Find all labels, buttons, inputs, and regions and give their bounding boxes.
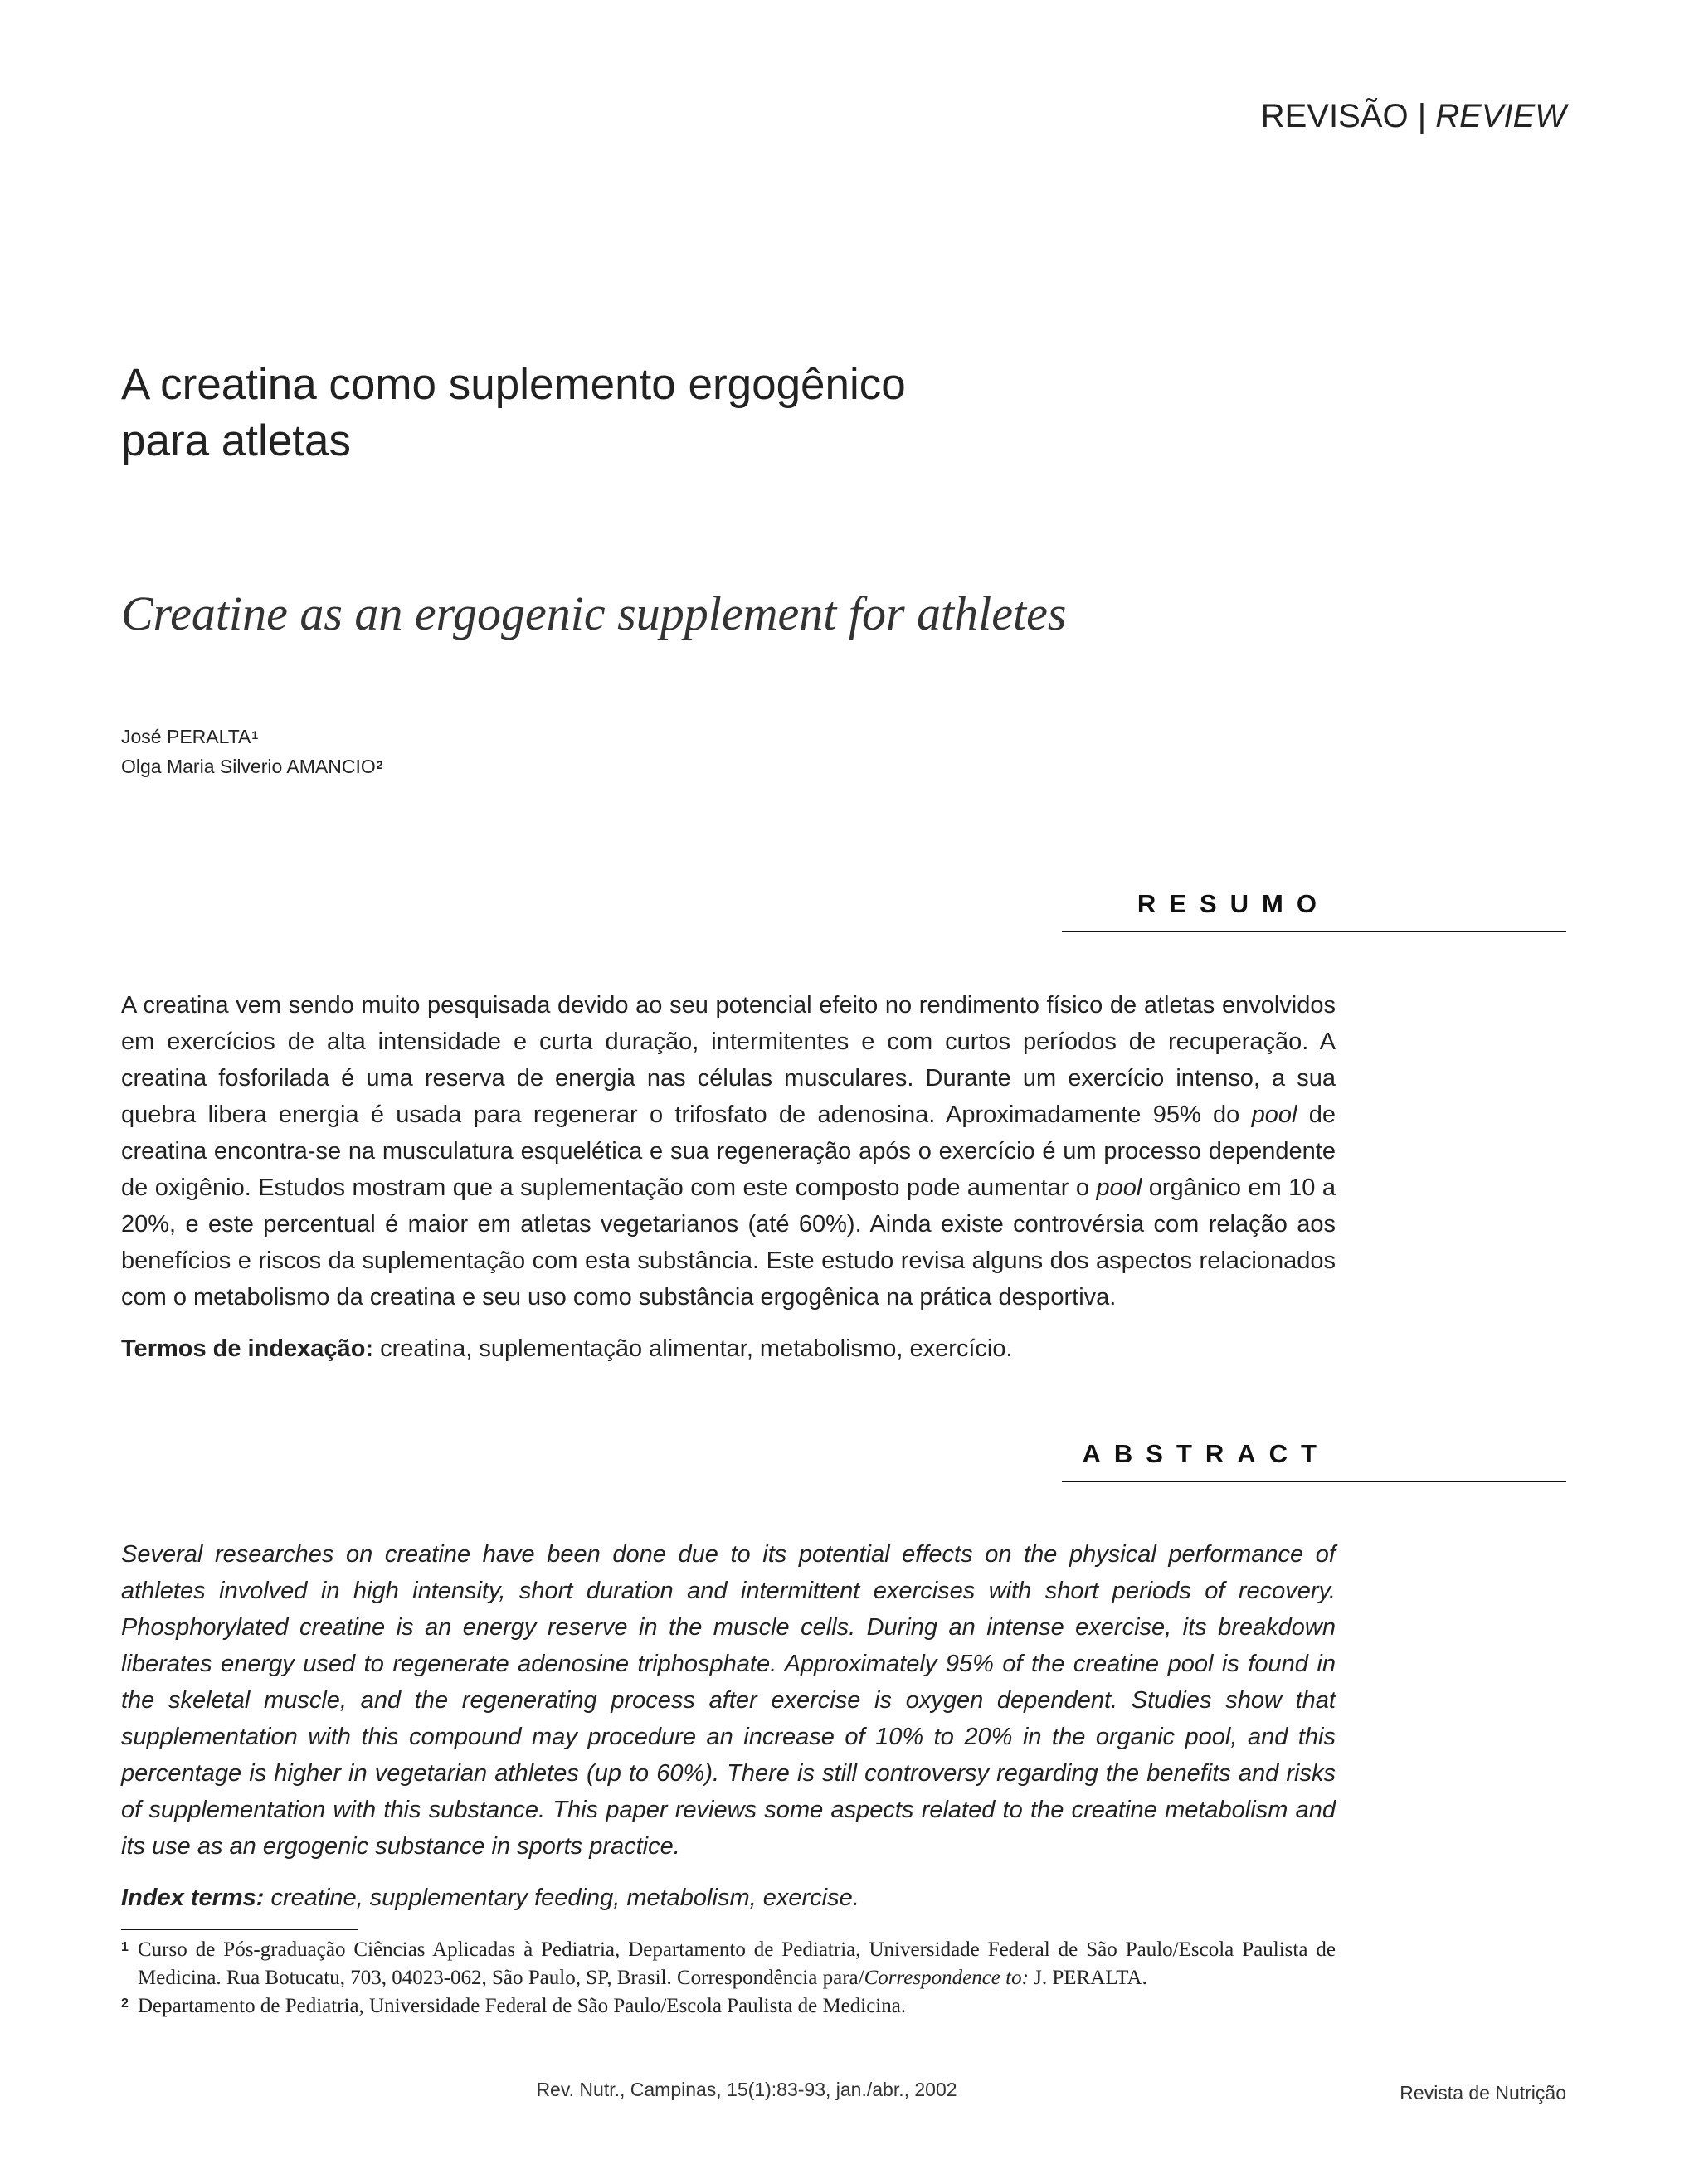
resumo-italic-pool-1: pool	[1251, 1102, 1297, 1128]
footnote-2	[121, 1992, 1336, 2021]
author-1	[121, 722, 383, 752]
footnote-2-text: Departamento de Pediatria, Universidade Federal de São Paulo/Escola Paulista de Medicina.	[138, 1995, 907, 2017]
footer-journal-name: Revista de Nutrição	[1400, 2082, 1566, 2104]
abstract-heading-label: ABSTRACT	[1082, 1439, 1330, 1468]
section-tag-en: REVIEW	[1435, 98, 1566, 134]
abstract-heading	[1062, 1439, 1566, 1482]
resumo-text-3: orgânico em 10 a 20%, e este percentual é maior em atletas vegetarianos (até 60%). Ainda existe controvérsia com relação aos benefícios e riscos da suplementação com esta substância. Este estudo revisa alguns dos aspectos relacionados com o metabolismo da creatina e seu uso como substância ergogênica na prática desportiva.	[121, 1175, 1336, 1311]
footnote-2-number: 2	[121, 1997, 129, 2011]
footnote-divider	[121, 1929, 358, 1930]
title-portuguese	[121, 357, 1200, 469]
author-2-name: Olga Maria Silverio AMANCIO	[121, 756, 376, 777]
resumo-text-2: de creatina encontra-se na musculatura esquelética e sua regeneração após o exercício é um processo dependente de oxigênio. Estudos mostram que a suplementação com este composto pode aumentar o	[121, 1102, 1336, 1201]
abstract-index-terms-label: Index terms:	[121, 1885, 265, 1911]
abstract-body: Several researches on creatine have been done due to its potential effects on the physical performance of athletes involved in high intensity, short duration and intermittent exercises with short periods of recovery. Phosphorylated creatine is an energy reserve in the muscle cells. During an intense exercise, its breakdown liberates energy used to regenerate adenosine triphosphate. Approximately 95% of the creatine pool is found in the skeletal muscle, and the regenerating process after exercise is oxygen dependent. Studies show that supplementation with this compound may procedure an increase of 10% to 20% in the organic pool, and this percentage is higher in vegetarian athletes (up to 60%). There is still controversy regarding the benefits and risks of supplementation with this substance. This paper reviews some aspects related to the creatine metabolism and its use as an ergogenic substance in sports practice.	[121, 1541, 1336, 1860]
author-1-name: José PERALTA	[121, 726, 251, 747]
resumo-text-1: A creatina vem sendo muito pesquisada devido ao seu potencial efeito no rendimento físico de atletas envolvidos em exercícios de alta intensidade e curta duração, intermitentes e com curtos períodos de recuperação. A creatina fosforilada é uma reserva de energia nas células musculares. Durante um exercício intenso, a sua quebra libera energia é usada para regenerar o trifosfato de adenosina. Aproximadamente 95% do	[121, 992, 1336, 1128]
footnote-1-text: Curso de Pós-graduação Ciências Aplicadas à Pediatria, Departamento de Pediatria, Universidade Federal de São Paulo/Escola Paulista de Medicina. Rua Botucatu, 703, 04023-062, São Paulo, SP, Brasil. Correspondência para/	[138, 1938, 1336, 1989]
author-1-affiliation-mark: 1	[251, 728, 259, 742]
footnotes	[121, 1936, 1336, 2021]
section-tag	[1161, 98, 1566, 135]
resumo-index-terms	[121, 1330, 1336, 1367]
abstract-index-terms	[121, 1880, 1336, 1916]
resumo-index-terms-label: Termos de indexação:	[121, 1335, 374, 1362]
footnote-1	[121, 1936, 1336, 1992]
resumo-heading	[1062, 889, 1566, 932]
author-2	[121, 752, 383, 781]
footnote-1-italic: Correspondence to:	[864, 1967, 1029, 1989]
author-list	[121, 722, 383, 781]
title-pt-line-1: A creatina como suplemento ergogênico	[121, 360, 906, 409]
resumo-body	[121, 987, 1336, 1316]
author-2-affiliation-mark: 2	[376, 758, 383, 771]
section-tag-separator: |	[1417, 98, 1427, 134]
footnote-1-number: 1	[121, 1940, 129, 1954]
resumo-italic-pool-2: pool	[1096, 1175, 1142, 1201]
footnote-1-contact: J. PERALTA.	[1028, 1967, 1147, 1989]
resumo-index-terms-values: creatina, suplementação alimentar, metabolismo, exercício.	[380, 1335, 1013, 1362]
resumo-heading-label: RESUMO	[1137, 889, 1330, 918]
section-tag-pt: REVISÃO	[1260, 98, 1409, 134]
abstract-index-terms-values: creatine, supplementary feeding, metabolism, exercise.	[270, 1885, 859, 1911]
title-english: Creatine as an ergogenic supplement for athletes	[121, 586, 1067, 640]
footer-citation: Rev. Nutr., Campinas, 15(1):83-93, jan./abr., 2002	[536, 2079, 957, 2100]
title-pt-line-2: para atletas	[121, 416, 351, 465]
